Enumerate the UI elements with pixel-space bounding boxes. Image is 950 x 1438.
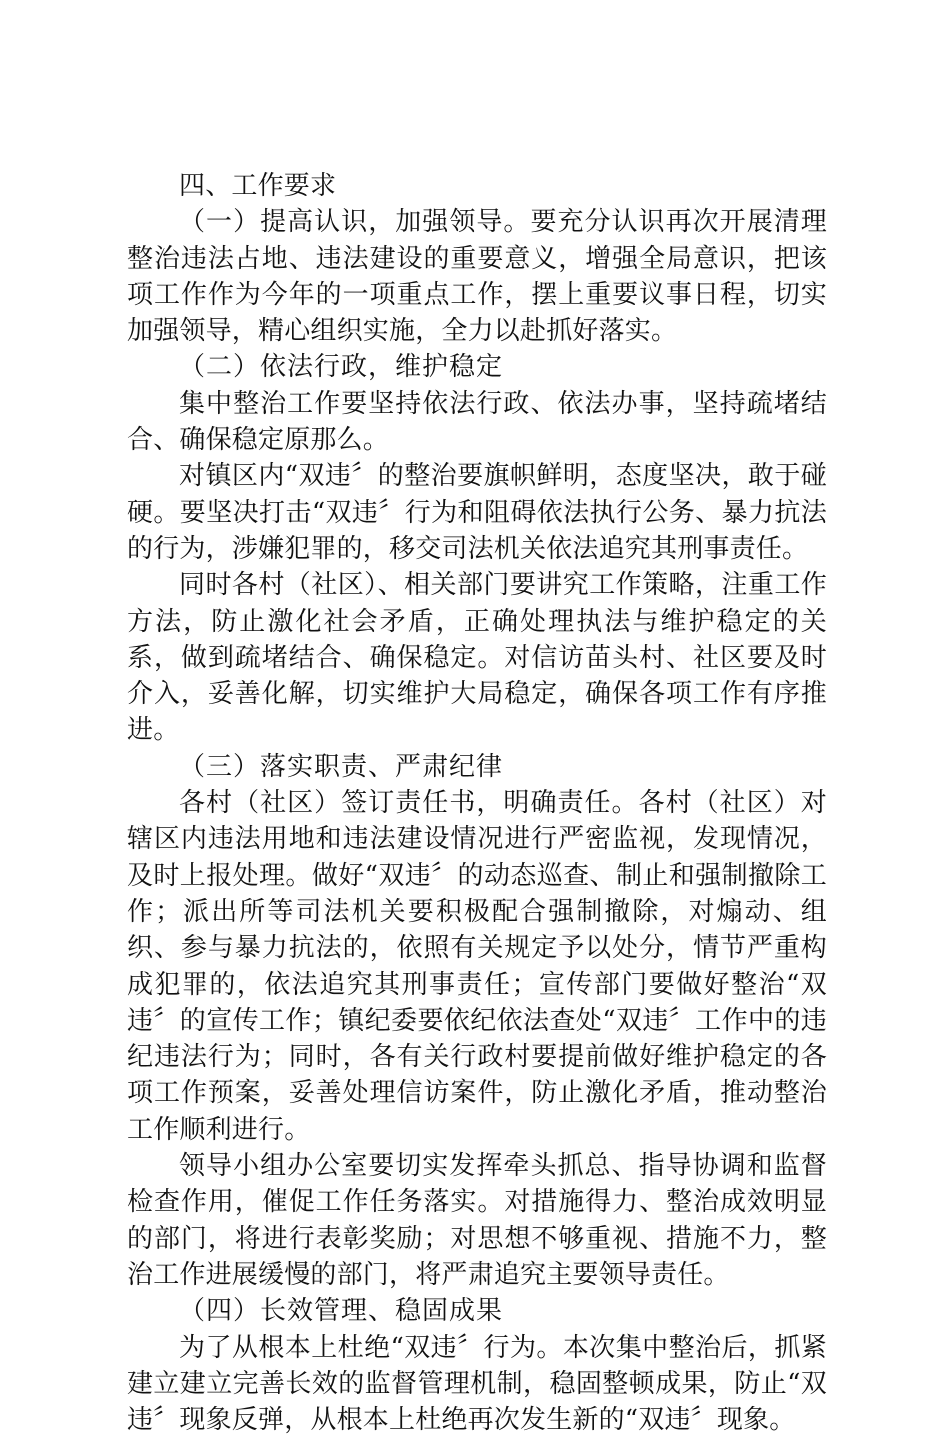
document-body [127, 168, 827, 1438]
item-2-paragraph: 同时各村（社区）、相关部门要讲究工作策略，注重工作方法，防止激化社会矛盾，正确处理执法与维护稳定的关系，做到疏堵结合、确保稳定。对信访苗头村、社区要及时介入，妥善化解，切实维护大局稳定，确保各项工作有序推进。 [127, 567, 827, 748]
item-4-paragraph: 为了从根本上杜绝“双违〞行为。本次集中整治后，抓紧建立建立完善长效的监督管理机制，稳固整顿成果，防止“双违〞现象反弹，从根本上杜绝再次发生新的“双违〞现象。 [127, 1330, 827, 1438]
item-4-heading: （四）长效管理、稳固成果 [127, 1293, 827, 1329]
item-2-paragraph: 集中整治工作要坚持依法行政、依法办事，坚持疏堵结合、确保稳定原那么。 [127, 386, 827, 459]
item-2-heading: （二）依法行政，维护稳定 [127, 349, 827, 385]
item-1-heading: （一）提高认识，加强领导。要充分认识再次开展清理整治违法占地、违法建设的重要意义，增强全局意识，把该项工作作为今年的一项重点工作，摆上重要议事日程，切实加强领导，精心组织实施，全力以赴抓好落实。 [127, 204, 827, 349]
item-2-paragraph: 对镇区内“双违〞的整治要旗帜鲜明，态度坚决，敢于碰硬。要坚决打击“双违〞行为和阻碍依法执行公务、暴力抗法的行为，涉嫌犯罪的，移交司法机关依法追究其刑事责任。 [127, 458, 827, 567]
item-3-paragraph: 领导小组办公室要切实发挥牵头抓总、指导协调和监督检查作用，催促工作任务落实。对措施得力、整治成效明显的部门，将进行表彰奖励；对思想不够重视、措施不力，整治工作进展缓慢的部门，将严肃追究主要领导责任。 [127, 1148, 827, 1293]
section-heading: 四、工作要求 [127, 168, 827, 204]
item-3-heading: （三）落实职责、严肃纪律 [127, 749, 827, 785]
item-3-paragraph: 各村（社区）签订责任书，明确责任。各村（社区）对辖区内违法用地和违法建设情况进行严密监视，发现情况，及时上报处理。做好“双违〞的动态巡查、制止和强制撤除工作；派出所等司法机关要积极配合强制撤除，对煽动、组织、参与暴力抗法的，依照有关规定予以处分，情节严重构成犯罪的，依法追究其刑事责任；宣传部门要做好整治“双违〞的宣传工作；镇纪委要依纪依法查处“双违〞工作中的违纪违法行为；同时，各有关行政村要提前做好维护稳定的各项工作预案，妥善处理信访案件，防止激化矛盾，推动整治工作顺利进行。 [127, 785, 827, 1148]
